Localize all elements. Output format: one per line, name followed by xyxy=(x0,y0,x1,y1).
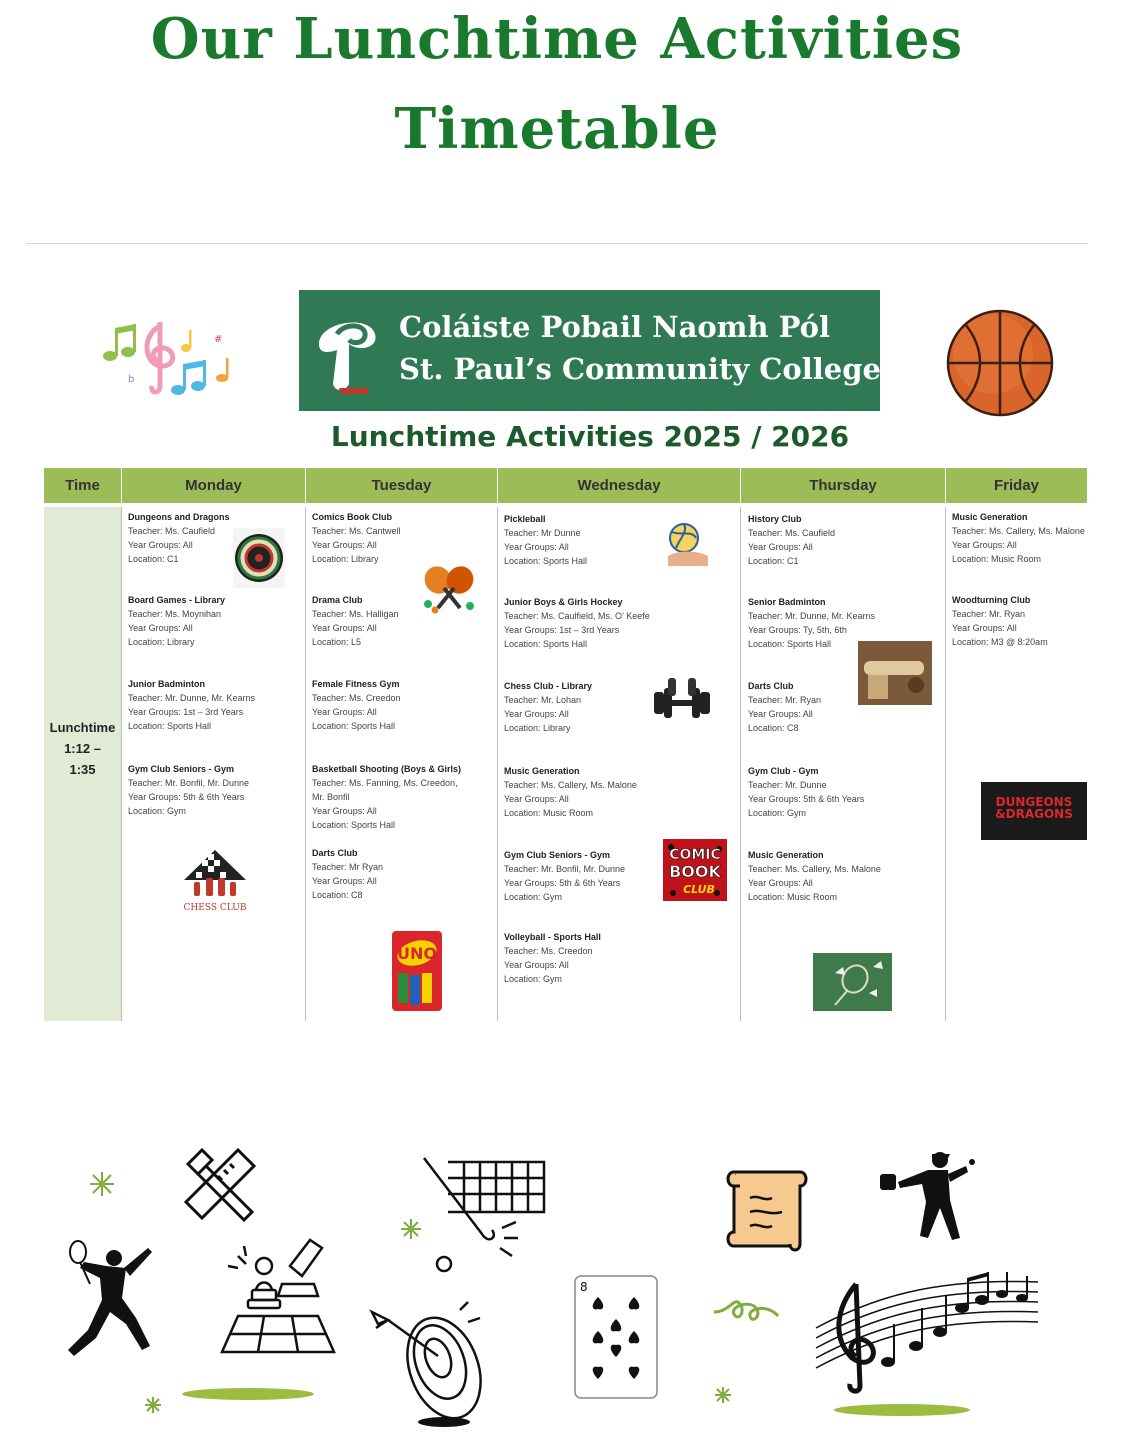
activity-detail: Teacher: Mr Dunne xyxy=(504,528,581,538)
activity-name: Junior Boys & Girls Hockey xyxy=(504,597,623,607)
activity-name: Gym Club Seniors - Gym xyxy=(128,764,235,774)
school-logo xyxy=(299,290,880,411)
activity-tue-1 xyxy=(312,510,401,566)
activity-detail: Year Groups: 5th & 6th Years xyxy=(504,878,621,888)
activity-detail: Year Groups: All xyxy=(952,540,1017,550)
dart-target-icon xyxy=(368,1298,488,1430)
decorative-underline xyxy=(180,1386,316,1402)
activity-detail: Teacher: Ms. Moynihan xyxy=(128,609,222,619)
header-tuesday: Tuesday xyxy=(306,468,497,503)
svg-text:b: b xyxy=(128,374,135,385)
activity-detail: Location: Gym xyxy=(128,806,187,816)
activity-name: Junior Badminton xyxy=(128,679,205,689)
dumbbells-icon xyxy=(650,676,714,726)
activity-name: Comics Book Club xyxy=(312,512,393,522)
hockey-goal-icon xyxy=(418,1152,548,1276)
svg-text:DUNGEONS: DUNGEONS xyxy=(995,795,1073,809)
activity-detail: Teacher: Mr. Bonfil, Mr. Dunne xyxy=(504,864,626,874)
woodturning-photo xyxy=(858,641,932,705)
activity-tue-2 xyxy=(312,593,399,649)
activity-detail: Year Groups: All xyxy=(952,623,1017,633)
activity-name: Board Games - Library xyxy=(128,595,226,605)
activity-detail: Location: Sports Hall xyxy=(504,556,588,566)
activity-detail: Teacher: Ms. Halligan xyxy=(312,609,399,619)
activity-detail: Teacher: Mr. Ryan xyxy=(952,609,1026,619)
activity-detail: Year Groups: All xyxy=(312,876,377,886)
header-monday: Monday xyxy=(122,468,305,503)
activity-mon-3 xyxy=(128,677,255,733)
svg-text:CLUB: CLUB xyxy=(683,883,715,896)
activity-detail: Year Groups: All xyxy=(504,960,569,970)
activity-tue-4 xyxy=(312,762,461,832)
activity-wed-3 xyxy=(504,679,592,735)
activity-tue-3 xyxy=(312,677,401,733)
activity-name: Chess Club - Library xyxy=(504,681,593,691)
activity-tue-5 xyxy=(312,846,383,902)
timetable-subtitle: Lunchtime Activities 2025 / 2026 xyxy=(330,420,850,453)
decorative-underline xyxy=(832,1402,972,1418)
music-notes-icon xyxy=(100,316,240,400)
table-tennis-player-icon xyxy=(876,1150,976,1242)
svg-text:UNO: UNO xyxy=(397,944,437,963)
scroll-icon xyxy=(720,1162,814,1256)
activity-detail: Year Groups: All xyxy=(312,806,377,816)
comic-book-club-icon xyxy=(663,839,727,901)
activity-wed-2 xyxy=(504,595,650,651)
activity-mon-2 xyxy=(128,593,225,649)
activity-name: Gym Club - Gym xyxy=(748,766,819,776)
activity-name: History Club xyxy=(748,514,802,524)
activity-detail: Location: Gym xyxy=(504,892,563,902)
badminton-player-icon xyxy=(66,1238,160,1362)
activity-name: Pickleball xyxy=(504,514,546,524)
activity-detail: Teacher: Ms. Fanning, Ms. Creedon, xyxy=(312,778,458,788)
activity-detail: Mr. Bonfil xyxy=(312,792,350,802)
activity-detail: Teacher: Mr. Ryan xyxy=(748,695,822,705)
activity-detail: Location: Music Room xyxy=(504,808,594,818)
playing-card-icon xyxy=(574,1275,658,1399)
header-thursday: Thursday xyxy=(741,468,945,503)
activity-detail: Location: Gym xyxy=(504,974,563,984)
activity-detail: Year Groups: 1st – 3rd Years xyxy=(128,707,244,717)
activity-name: Darts Club xyxy=(748,681,794,691)
svg-text:8: 8 xyxy=(580,1280,588,1294)
activity-detail: Teacher: Mr. Lohan xyxy=(504,695,582,705)
school-name-english: St. Paul’s Community College xyxy=(399,352,881,386)
activity-detail: Year Groups: All xyxy=(504,542,569,552)
squiggle-icon xyxy=(710,1292,784,1328)
activity-detail: Year Groups: 5th & 6th Years xyxy=(748,794,865,804)
activity-detail: Year Groups: All xyxy=(748,542,813,552)
activity-name: Music Generation xyxy=(952,512,1028,522)
activity-name: Senior Badminton xyxy=(748,597,826,607)
activity-name: Music Generation xyxy=(504,766,580,776)
volleyball-icon xyxy=(662,520,710,568)
activity-detail: Teacher: Mr. Dunne xyxy=(748,780,827,790)
activity-detail: Location: C8 xyxy=(312,890,363,900)
activity-detail: Year Groups: All xyxy=(312,540,377,550)
sparkle-icon xyxy=(714,1386,732,1404)
activity-detail: Year Groups: All xyxy=(748,878,813,888)
divider xyxy=(26,243,1088,244)
activity-detail: Location: C8 xyxy=(748,723,799,733)
basketball-icon xyxy=(945,308,1055,418)
activity-name: Woodturning Club xyxy=(952,595,1031,605)
activity-wed-1 xyxy=(504,512,587,568)
activity-name: Basketball Shooting (Boys & Girls) xyxy=(312,764,462,774)
activity-detail: Location: C1 xyxy=(748,556,799,566)
svg-text:&DRAGONS: &DRAGONS xyxy=(995,807,1073,821)
activity-detail: Teacher: Ms. Caufield xyxy=(128,526,216,536)
activity-detail: Teacher: Mr. Bonfil, Mr. Dunne xyxy=(128,778,250,788)
svg-text:BOOK: BOOK xyxy=(669,862,721,881)
activity-thu-1 xyxy=(748,512,835,568)
activity-name: Gym Club Seniors - Gym xyxy=(504,850,611,860)
activity-detail: Year Groups: 1st – 3rd Years xyxy=(504,625,620,635)
activity-detail: Teacher: Ms. Callery, Ms. Malone xyxy=(748,864,881,874)
activity-detail: Year Groups: All xyxy=(128,540,193,550)
svg-text:COMIC: COMIC xyxy=(669,847,721,863)
activity-thu-4 xyxy=(748,764,864,820)
activity-detail: Location: Sports Hall xyxy=(748,639,832,649)
activity-name: Volleyball - Sports Hall xyxy=(504,932,601,942)
activity-detail: Location: Gym xyxy=(748,808,807,818)
activity-detail: Location: Sports Hall xyxy=(128,721,212,731)
column-divider xyxy=(740,507,741,1021)
activity-detail: Year Groups: All xyxy=(504,709,569,719)
music-staff-icon xyxy=(812,1268,1044,1394)
activity-name: Drama Club xyxy=(312,595,363,605)
activity-detail: Year Groups: Ty, 5th, 6th xyxy=(748,625,847,635)
activity-detail: Teacher: Ms. Creedon xyxy=(312,693,401,703)
header-wednesday: Wednesday xyxy=(498,468,740,503)
activity-name: Dungeons and Dragons xyxy=(128,512,230,522)
activity-thu-5 xyxy=(748,848,881,904)
activity-thu-3 xyxy=(748,679,821,735)
column-divider xyxy=(121,507,122,1021)
activity-detail: Location: L5 xyxy=(312,637,362,647)
activity-wed-5 xyxy=(504,848,625,904)
activity-detail: Location: Sports Hall xyxy=(504,639,588,649)
column-divider xyxy=(305,507,306,1021)
svg-text:#: # xyxy=(214,334,223,345)
sparkle-icon xyxy=(144,1396,162,1414)
header-friday: Friday xyxy=(946,468,1087,503)
activity-detail: Location: Library xyxy=(312,554,379,564)
activity-wed-6 xyxy=(504,930,601,986)
activity-detail: Teacher: Ms. Caulfield, Ms. O’ Keefe xyxy=(504,611,650,621)
activity-name: Music Generation xyxy=(748,850,824,860)
activity-wed-4 xyxy=(504,764,637,820)
activity-detail: Teacher: Ms. Creedon xyxy=(504,946,593,956)
activity-detail: Location: Library xyxy=(128,637,195,647)
activity-thu-2 xyxy=(748,595,875,651)
activity-name: Female Fitness Gym xyxy=(312,679,400,689)
activity-detail: Teacher: Mr Ryan xyxy=(312,862,384,872)
school-crest-icon xyxy=(309,304,391,396)
activity-detail: Teacher: Ms. Callery, Ms. Malone xyxy=(504,780,637,790)
svg-text:CHESS CLUB: CHESS CLUB xyxy=(183,903,247,913)
activity-detail: Teacher: Ms. Cantwell xyxy=(312,526,401,536)
activity-detail: Teacher: Mr. Dunne, Mr. Kearns xyxy=(128,693,256,703)
activity-detail: Location: Sports Hall xyxy=(312,721,396,731)
column-divider xyxy=(945,507,946,1021)
activity-detail: Year Groups: All xyxy=(748,709,813,719)
dungeons-dragons-logo xyxy=(981,782,1087,840)
activity-fri-2 xyxy=(952,593,1048,649)
school-name-irish: Coláiste Pobail Naomh Pól xyxy=(399,310,830,344)
activity-detail: Teacher: Ms. Caufield xyxy=(748,528,836,538)
activity-detail: Location: Music Room xyxy=(748,892,838,902)
page-title-line2: Timetable xyxy=(394,96,720,162)
activity-detail: Year Groups: All xyxy=(312,707,377,717)
activity-mon-1 xyxy=(128,510,230,566)
dartboard-icon xyxy=(233,528,285,588)
chess-board-icon xyxy=(218,1236,340,1356)
page-title-line1: Our Lunchtime Activities xyxy=(150,6,964,72)
activity-fri-1 xyxy=(952,510,1085,566)
uno-cards-icon xyxy=(390,929,444,1013)
sparkle-icon xyxy=(88,1170,116,1198)
activity-detail: Teacher: Mr. Dunne, Mr. Kearns xyxy=(748,611,876,621)
activity-detail: Location: Sports Hall xyxy=(312,820,396,830)
activity-detail: Location: Music Room xyxy=(952,554,1042,564)
activity-detail: Year Groups: All xyxy=(312,623,377,633)
column-divider xyxy=(497,507,498,1021)
time-label: Lunchtime 1:12 – 1:35 xyxy=(49,720,116,777)
header-time: Time xyxy=(44,468,121,503)
activity-name: Darts Club xyxy=(312,848,358,858)
tools-icon xyxy=(178,1144,260,1222)
activity-detail: Year Groups: All xyxy=(128,623,193,633)
activity-detail: Location: M3 @ 8:20am xyxy=(952,637,1048,647)
activity-mon-4 xyxy=(128,762,249,818)
activity-detail: Year Groups: 5th & 6th Years xyxy=(128,792,245,802)
activity-detail: Year Groups: All xyxy=(504,794,569,804)
activity-detail: Teacher: Ms. Callery, Ms. Malone xyxy=(952,526,1085,536)
activity-detail: Location: Library xyxy=(504,723,571,733)
chess-club-icon xyxy=(180,848,250,914)
badminton-photo xyxy=(813,953,892,1011)
activity-detail: Location: C1 xyxy=(128,554,179,564)
pickleball-paddles-icon xyxy=(420,564,478,614)
